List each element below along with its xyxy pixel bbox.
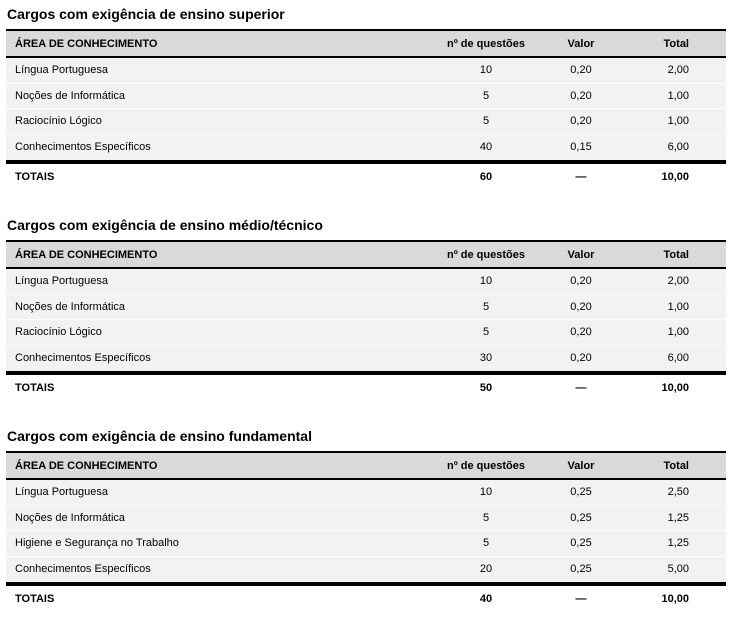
- header-questions: nº de questões: [447, 248, 525, 261]
- header-value: Valor: [567, 459, 595, 472]
- cell-area: Conhecimentos Específicos: [15, 141, 151, 154]
- cell-area: Noções de Informática: [15, 511, 126, 524]
- cell-total: 2,00: [667, 64, 689, 77]
- totals-label: TOTAIS: [15, 170, 55, 183]
- cell-total: 6,00: [667, 352, 689, 365]
- table-row: [6, 557, 726, 583]
- header-total: Total: [663, 248, 689, 261]
- totals-questions: 50: [479, 381, 493, 394]
- table-header: [6, 29, 726, 58]
- score-table: [6, 29, 726, 189]
- cell-questions: 10: [479, 275, 493, 288]
- cell-area: Língua Portuguesa: [15, 275, 108, 288]
- cell-questions: 5: [482, 537, 490, 550]
- table-row: [6, 480, 726, 506]
- cell-total: 1,25: [667, 511, 689, 524]
- header-value: Valor: [567, 248, 595, 261]
- cell-total: 1,25: [667, 537, 689, 550]
- totals-questions: 40: [479, 592, 493, 605]
- cell-value: 0,25: [570, 563, 592, 576]
- cell-area: Língua Portuguesa: [15, 486, 108, 499]
- cell-questions: 10: [479, 64, 493, 77]
- cell-value: 0,20: [570, 352, 592, 365]
- cell-questions: 10: [479, 486, 493, 499]
- section-title: Cargos com exigência de ensino fundamental: [7, 428, 312, 444]
- totals-label: TOTAIS: [15, 381, 55, 394]
- cell-total: 6,00: [667, 141, 689, 154]
- header-questions: nº de questões: [447, 37, 525, 50]
- totals-total: 10,00: [661, 592, 689, 605]
- header-questions: nº de questões: [447, 459, 525, 472]
- cell-area: Conhecimentos Específicos: [15, 563, 151, 576]
- cell-value: 0,25: [570, 511, 592, 524]
- totals-questions: 60: [479, 170, 493, 183]
- cell-questions: 5: [482, 326, 490, 339]
- totals-label: TOTAIS: [15, 592, 55, 605]
- cell-value: 0,20: [570, 115, 592, 128]
- totals-row: [6, 586, 726, 611]
- table-row: [6, 109, 726, 135]
- section-title: Cargos com exigência de ensino médio/técnico: [7, 217, 323, 233]
- cell-area: Raciocínio Lógico: [15, 115, 102, 128]
- table-row: [6, 135, 726, 161]
- header-area: ÁREA DE CONHECIMENTO: [15, 459, 158, 472]
- cell-area: Noções de Informática: [15, 89, 126, 102]
- cell-questions: 5: [482, 300, 490, 313]
- cell-total: 2,00: [667, 275, 689, 288]
- cell-questions: 5: [482, 115, 490, 128]
- totals-row: [6, 375, 726, 400]
- cell-area: Noções de Informática: [15, 300, 126, 313]
- cell-area: Língua Portuguesa: [15, 64, 108, 77]
- cell-total: 2,50: [667, 486, 689, 499]
- header-value: Valor: [567, 37, 595, 50]
- table-row: [6, 506, 726, 532]
- score-table: [6, 451, 726, 611]
- table-row: [6, 269, 726, 295]
- cell-value: 0,25: [570, 486, 592, 499]
- cell-total: 1,00: [667, 89, 689, 102]
- cell-questions: 40: [479, 141, 493, 154]
- section-title: Cargos com exigência de ensino superior: [7, 6, 285, 22]
- header-total: Total: [663, 459, 689, 472]
- table-row: [6, 346, 726, 372]
- cell-questions: 5: [482, 511, 490, 524]
- totals-value: —: [575, 592, 587, 605]
- table-row: [6, 531, 726, 557]
- cell-total: 1,00: [667, 300, 689, 313]
- table-header: [6, 240, 726, 269]
- cell-value: 0,25: [570, 537, 592, 550]
- totals-value: —: [575, 381, 587, 394]
- cell-value: 0,20: [570, 64, 592, 77]
- cell-value: 0,15: [570, 141, 592, 154]
- header-area: ÁREA DE CONHECIMENTO: [15, 37, 158, 50]
- table-header: [6, 451, 726, 480]
- cell-questions: 20: [479, 563, 493, 576]
- table-row: [6, 320, 726, 346]
- score-table: [6, 240, 726, 400]
- table-row: [6, 58, 726, 84]
- table-row: [6, 84, 726, 110]
- totals-total: 10,00: [661, 170, 689, 183]
- header-area: ÁREA DE CONHECIMENTO: [15, 248, 158, 261]
- totals-row: [6, 164, 726, 189]
- header-total: Total: [663, 37, 689, 50]
- cell-area: Higiene e Segurança no Trabalho: [15, 537, 179, 550]
- cell-value: 0,20: [570, 275, 592, 288]
- cell-total: 5,00: [667, 563, 689, 576]
- cell-value: 0,20: [570, 300, 592, 313]
- table-row: [6, 295, 726, 321]
- cell-questions: 30: [479, 352, 493, 365]
- cell-total: 1,00: [667, 115, 689, 128]
- totals-total: 10,00: [661, 381, 689, 394]
- cell-value: 0,20: [570, 326, 592, 339]
- cell-questions: 5: [482, 89, 490, 102]
- totals-value: —: [575, 170, 587, 183]
- cell-total: 1,00: [667, 326, 689, 339]
- cell-area: Conhecimentos Específicos: [15, 352, 151, 365]
- cell-value: 0,20: [570, 89, 592, 102]
- cell-area: Raciocínio Lógico: [15, 326, 102, 339]
